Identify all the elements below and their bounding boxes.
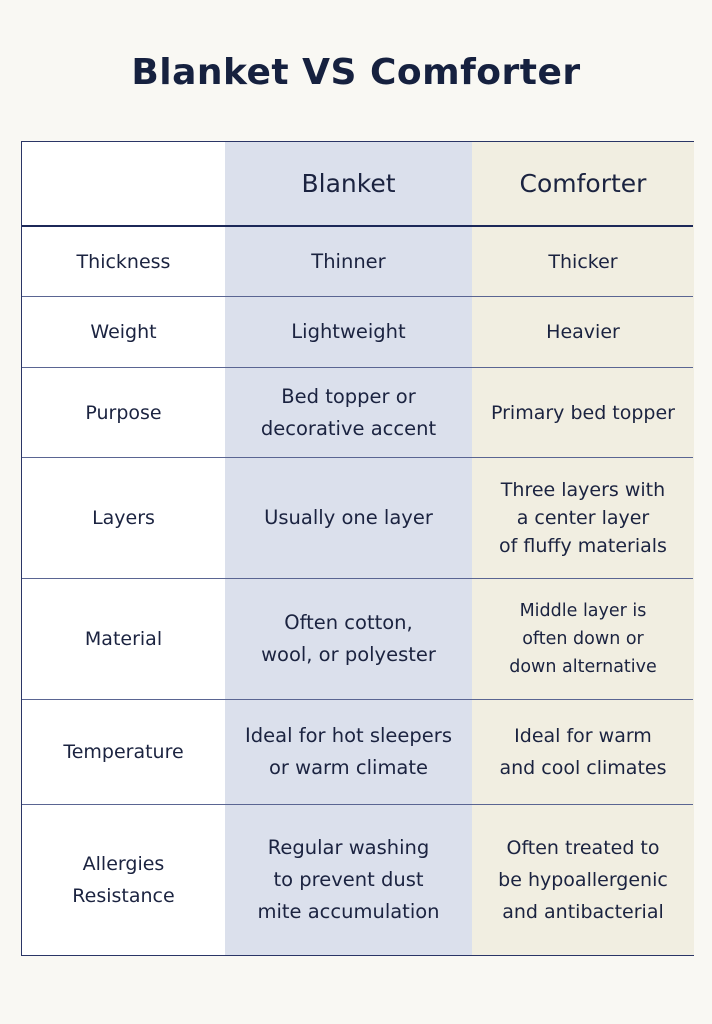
row-label: Allergies Resistance <box>72 853 175 907</box>
blanket-value: Bed topper or decorative accent <box>260 384 437 440</box>
table-row <box>22 227 693 297</box>
row-label: Thickness <box>76 250 171 273</box>
row-label: Material <box>84 628 163 650</box>
row-label: Layers <box>92 507 155 529</box>
blanket-value: Thinner <box>311 249 386 273</box>
row-label: Purpose <box>85 401 162 424</box>
blanket-value: Lightweight <box>291 320 406 343</box>
table-header-row <box>22 142 693 227</box>
table-row <box>22 579 693 700</box>
blanket-value: Ideal for hot sleepers or warm climate <box>245 724 452 779</box>
header-blanket: Blanket <box>301 168 396 198</box>
comforter-value: Heavier <box>546 321 620 343</box>
comforter-value: Ideal for warm and cool climates <box>499 725 667 779</box>
table-row <box>22 700 693 805</box>
comparison-table <box>21 141 694 956</box>
row-label: Temperature <box>63 741 184 763</box>
comforter-value: Often treated to be hypoallergenic and antibacterial <box>498 837 668 923</box>
header-corner-cell <box>22 142 225 225</box>
comforter-value: Three layers with a center layer of fluffy materials <box>499 479 667 557</box>
comforter-value: Middle layer is often down or down alternative <box>509 601 657 677</box>
blanket-value: Often cotton, wool, or polyester <box>261 611 436 666</box>
table-row <box>22 458 693 579</box>
blanket-value: Usually one layer <box>264 506 433 529</box>
row-label: Weight <box>90 321 157 343</box>
header-comforter: Comforter <box>519 168 647 198</box>
page-title: Blanket VS Comforter <box>131 52 581 93</box>
comforter-value: Thicker <box>548 250 618 273</box>
table-row <box>22 368 693 458</box>
table-row <box>22 297 693 368</box>
table-row <box>22 805 693 955</box>
blanket-value: Regular washing to prevent dust mite accumulation <box>257 836 440 923</box>
comforter-value: Primary bed topper <box>490 401 675 424</box>
